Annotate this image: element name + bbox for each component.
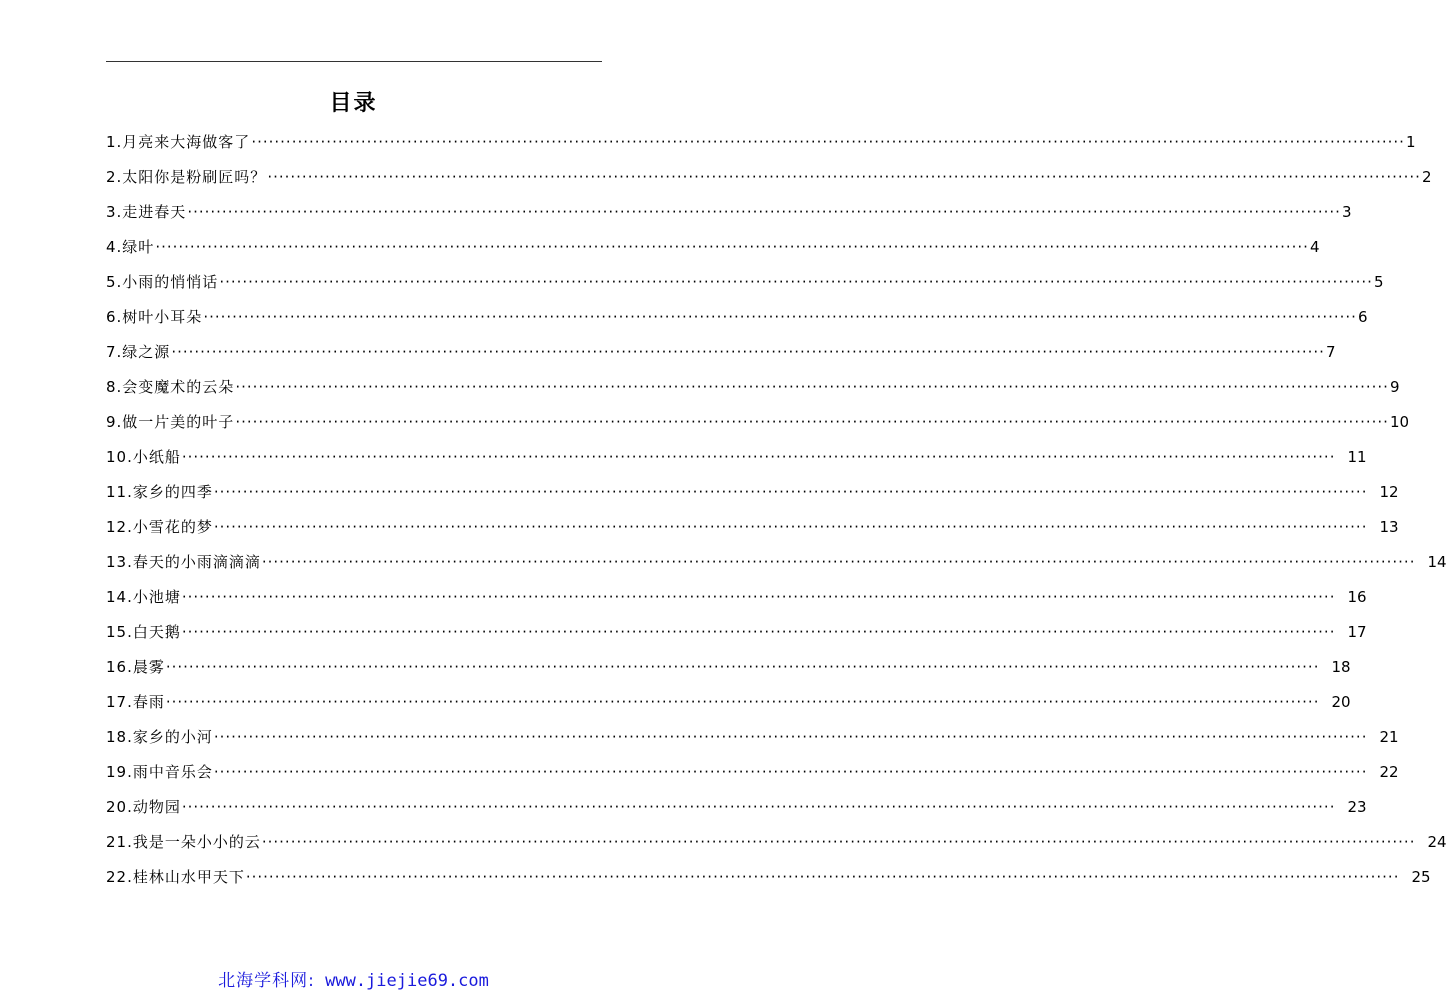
toc-entry[interactable] (106, 621, 1367, 656)
toc-entry-title: 16.晨雾 (106, 658, 165, 676)
toc-entry-title: 12.小雪花的梦 (106, 518, 213, 536)
header-rule (106, 61, 602, 62)
toc-entry[interactable] (106, 341, 1336, 376)
toc-entry-title: 18.家乡的小河 (106, 728, 213, 746)
toc-entry-page: 10 (1389, 413, 1410, 431)
toc-entry[interactable] (106, 551, 1447, 586)
toc-leader-dots: ········································································································································································································ (245, 868, 1400, 886)
toc-leader-dots: ········································································································································································································ (213, 728, 1368, 746)
toc-entry-title: 14.小池塘 (106, 588, 181, 606)
toc-entry-title: 7.绿之源 (106, 343, 171, 361)
toc-entry-title: 3.走进春天 (106, 203, 187, 221)
toc-entry[interactable] (106, 411, 1410, 446)
toc-entry-title: 22.桂林山水甲天下 (106, 868, 245, 886)
footer (0, 966, 707, 991)
toc-entry[interactable] (106, 691, 1351, 726)
table-of-contents (106, 131, 1447, 901)
toc-entry-page: 12 (1379, 483, 1399, 501)
toc-leader-dots: ········································································································································································································ (261, 833, 1416, 851)
toc-entry-page: 14 (1427, 553, 1447, 571)
toc-entry[interactable] (106, 761, 1399, 796)
toc-leader-dots: ········································································································································································································ (181, 588, 1336, 606)
toc-entry-title: 6.树叶小耳朵 (106, 308, 203, 326)
toc-entry-page: 4 (1309, 238, 1320, 256)
toc-entry-page: 13 (1379, 518, 1399, 536)
toc-entry-page: 9 (1389, 378, 1400, 396)
toc-entry-title: 19.雨中音乐会 (106, 763, 213, 781)
toc-leader-dots: ········································································································································································································ (181, 798, 1336, 816)
toc-entry-page: 7 (1325, 343, 1336, 361)
toc-entry-title: 21.我是一朵小小的云 (106, 833, 261, 851)
toc-leader-dots: ········································································································································································································ (171, 343, 1325, 361)
footer-site-name: 北海学科网: (218, 971, 315, 991)
toc-entry[interactable] (106, 516, 1399, 551)
page-title: 目录 (329, 90, 378, 116)
toc-entry[interactable] (106, 306, 1368, 341)
toc-entry[interactable] (106, 796, 1367, 831)
toc-leader-dots: ········································································································································································································ (213, 518, 1368, 536)
toc-entry-page: 6 (1357, 308, 1368, 326)
toc-entry-page: 3 (1341, 203, 1352, 221)
toc-leader-dots: ········································································································································································································ (187, 203, 1341, 221)
toc-leader-dots: ········································································································································································································ (261, 553, 1416, 571)
toc-entry[interactable] (106, 376, 1400, 411)
toc-leader-dots: ········································································································································································································ (213, 483, 1368, 501)
toc-leader-dots: ········································································································································································································ (251, 133, 1405, 151)
toc-entry-title: 17.春雨 (106, 693, 165, 711)
toc-entry-page: 25 (1411, 868, 1431, 886)
toc-entry-title: 20.动物园 (106, 798, 181, 816)
toc-entry-page: 20 (1331, 693, 1351, 711)
toc-entry-title: 11.家乡的四季 (106, 483, 213, 501)
toc-entry-page: 24 (1427, 833, 1447, 851)
toc-entry[interactable] (106, 866, 1431, 901)
toc-entry-page: 1 (1405, 133, 1416, 151)
toc-entry[interactable] (106, 726, 1399, 761)
toc-entry-title: 5.小雨的悄悄话 (106, 273, 219, 291)
toc-entry-page: 21 (1379, 728, 1399, 746)
toc-entry-page: 22 (1379, 763, 1399, 781)
toc-entry-title: 9.做一片美的叶子 (106, 413, 235, 431)
toc-entry[interactable] (106, 131, 1416, 166)
toc-leader-dots: ········································································································································································································ (181, 448, 1336, 466)
toc-leader-dots: ········································································································································································································ (235, 413, 1389, 431)
toc-leader-dots: ········································································································································································································ (155, 238, 1309, 256)
toc-entry-page: 17 (1347, 623, 1367, 641)
footer-url[interactable]: www.jiejie69.com (325, 971, 489, 991)
toc-entry[interactable] (106, 586, 1367, 621)
toc-entry[interactable] (106, 201, 1352, 236)
toc-entry[interactable] (106, 481, 1399, 516)
toc-entry[interactable] (106, 831, 1447, 866)
toc-entry-page: 5 (1373, 273, 1384, 291)
toc-entry-title: 2.太阳你是粉刷匠吗？ (106, 168, 267, 186)
toc-entry-title: 8.会变魔术的云朵 (106, 378, 235, 396)
toc-leader-dots: ········································································································································································································ (165, 658, 1320, 676)
toc-entry[interactable] (106, 271, 1384, 306)
toc-entry-page: 11 (1347, 448, 1367, 466)
toc-entry-title: 1.月亮来大海做客了 (106, 133, 251, 151)
toc-entry[interactable] (106, 166, 1432, 201)
toc-leader-dots: ········································································································································································································ (235, 378, 1389, 396)
toc-entry-title: 4.绿叶 (106, 238, 155, 256)
toc-entry[interactable] (106, 656, 1351, 691)
toc-leader-dots: ········································································································································································································ (267, 168, 1421, 186)
toc-leader-dots: ········································································································································································································ (203, 308, 1357, 326)
toc-entry[interactable] (106, 446, 1367, 481)
toc-entry-title: 13.春天的小雨滴滴滴 (106, 553, 261, 571)
toc-entry-page: 18 (1331, 658, 1351, 676)
toc-entry-title: 10.小纸船 (106, 448, 181, 466)
toc-entry-page: 23 (1347, 798, 1367, 816)
toc-entry-page: 2 (1421, 168, 1432, 186)
toc-leader-dots: ········································································································································································································ (213, 763, 1368, 781)
toc-leader-dots: ········································································································································································································ (165, 693, 1320, 711)
toc-leader-dots: ········································································································································································································ (219, 273, 1373, 291)
toc-entry-title: 15.白天鹅 (106, 623, 181, 641)
toc-entry-page: 16 (1347, 588, 1367, 606)
toc-leader-dots: ········································································································································································································ (181, 623, 1336, 641)
toc-entry[interactable] (106, 236, 1320, 271)
